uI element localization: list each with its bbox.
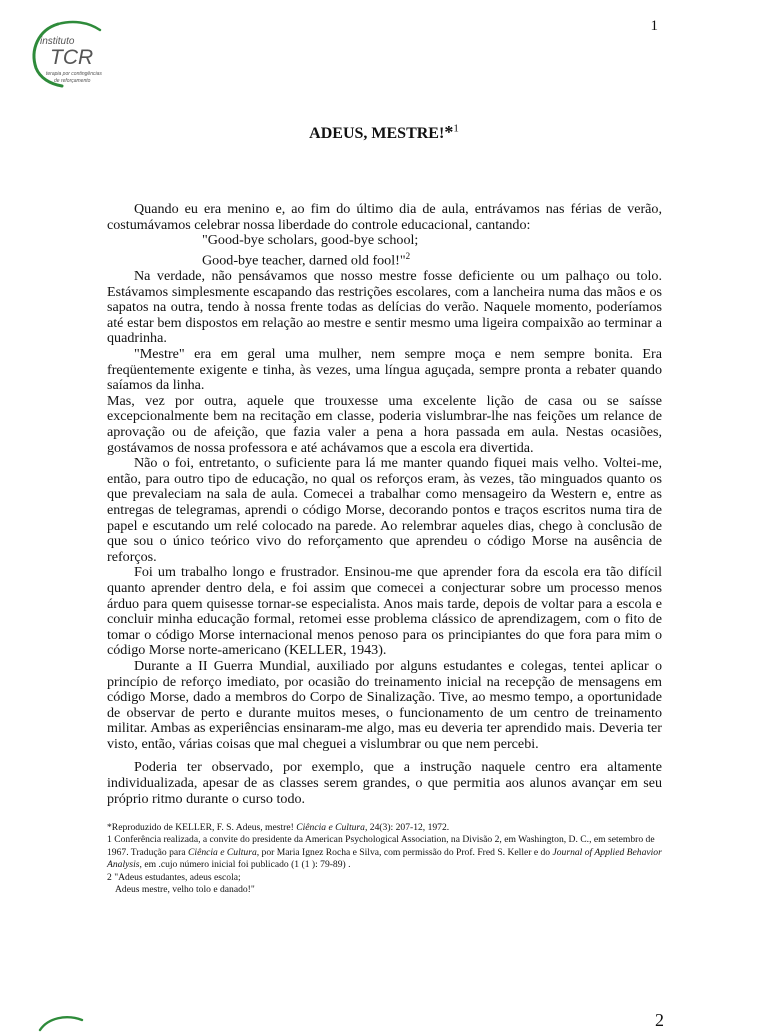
footnote-2-line-2: Adeus mestre, velho tolo e danado!": [115, 884, 255, 896]
footnote-1-journal-2: Journal of Applied Behavior Analysis: [107, 846, 662, 871]
title-star: *: [444, 122, 454, 142]
page-number: 1: [650, 18, 658, 34]
verse-line-2-text: Good-bye teacher, darned old fool!": [202, 252, 406, 269]
verse-line-1: "Good-bye scholars, good-bye school;: [202, 232, 419, 249]
paragraph-8: Poderia ter observado, por exemplo, que a instrução naquele centro era altamente individualizada, apesar de as classes serem grandes, o que permitia aos alunos avançar em seu próprio ritmo durante o curso todo.: [107, 759, 662, 807]
footnote-1-text-a: 1 Conferência realizada, a convite do presidente da American Psychological Association, na Divisão 2, em Washington, D. C., em setembro de 1967. Tradução para: [107, 834, 655, 858]
title-footnote-ref: 1: [453, 122, 459, 135]
logo-tagline1: terapia por contingências: [46, 71, 102, 77]
paragraph-3: "Mestre" era em geral uma mulher, nem sempre moça e nem sempre bonita. Era freqüentemente exigente e tinha, às vezes, uma língua aguçada, sempre pronta a rebater quando saíamos da linha.: [107, 346, 662, 394]
logo-line2: TCR: [50, 46, 94, 69]
title-text: ADEUS, MESTRE!: [309, 125, 445, 142]
paragraph-2: Na verdade, não pensávamos que nosso mestre fosse deficiente ou um palhaço ou tolo. Estávamos simplesmente escapando das restrições escolares, com a lancheira numa das mãos e os sapatos na outra, tendo à nossa frente todas as delícias do verão. Naquele momento, poderíamos até estar bem dispostos em relação ao mestre e sentir mesmo uma ligeira compaixão ao terminar a quadrinha.: [107, 268, 662, 347]
logo-line1: instituto: [40, 36, 75, 47]
document-title: [0, 122, 768, 143]
footnote-star-citation: , 24(3): 207-12, 1972.: [364, 822, 450, 833]
paragraph-4: Mas, vez por outra, aquele que trouxesse uma excelente lição de casa ou se saísse excepcionalmente bem na recitação em classe, poderia vislumbrar-lhe nas feições um relance de aprovação ou de afeição, que fazia valer a pena a hora passada em aula. Nestas ocasiões, gostávamos de nossa professora e até achávamos que a escola era divertida.: [107, 392, 662, 456]
footnotes: [107, 822, 667, 896]
footnote-1-text-c: , em .cujo número inicial foi publicado (1 (1 ): 79-89) .: [139, 859, 351, 871]
instituto-tcr-logo: [28, 20, 123, 90]
verse-footnote-ref: 2: [405, 250, 411, 261]
footnote-1-text-b: , por Maria Ignez Rocha e Silva, com permissão do Prof. Fred S. Keller e do: [256, 846, 553, 858]
paragraph-7: Durante a II Guerra Mundial, auxiliado por alguns estudantes e colegas, tentei aplicar o princípio de reforço imediato, por ocasião do treinamento inicial na recepção de mensagens em código Morse, dado a membros do Corpo de Sinalização. Tive, ao mesmo tempo, a oportunidade de observar de perto e durante muitos meses, o funcionamento de um centro de treinamento militar. Ambas as experiências ensinaram-me algo, mas eu deveria ter aprendido mais. Deveria ter visto, então, várias coisas que mal cheguei a vislumbrar ou que nem percebi.: [107, 657, 662, 752]
footnote-star-text: *Reproduzido de KELLER, F. S. Adeus, mestre!: [107, 822, 297, 833]
paragraph-5: Não o foi, entretanto, o suficiente para lá me manter quando fiquei mais velho. Voltei-me, então, para outro tipo de educação, no qual os reforços eram, às vezes, tão minguados quanto os que prevaleciam na sala de aula. Comecei a trabalhar como mensageiro da Western e, entre as entregas de telegramas, aprendi o código Morse, decorando pontos e traços escritos numa tira de papel e escutando um relé colocado na parede. Ao relembrar aqueles dias, chego à conclusão de que sou o único teórico vivo do reforçamento que aprendeu o código Morse na ausência de reforços.: [107, 455, 662, 565]
footnote-1: [107, 834, 667, 871]
footnote-star-journal: Ciência e Cultura: [296, 822, 365, 833]
document-body: [107, 202, 662, 807]
paragraph-1: Quando eu era menino e, ao fim do último dia de aula, entrávamos nas férias de verão, costumávamos celebrar nossa liberdade do controle educacional, cantando:: [107, 201, 662, 233]
next-page-number: 2: [655, 1010, 664, 1030]
footnote-star: [107, 822, 667, 834]
footnote-2-line-1: 2 "Adeus estudantes, adeus escola;: [107, 871, 241, 883]
logo-tagline2: de reforçamento: [54, 78, 91, 84]
verse-line-2: [107, 249, 662, 269]
paragraph-6: Foi um trabalho longo e frustrador. Ensinou-me que aprender fora da escola era tão difícil quanto aprender dentro dela, e foi assim que comecei a conjecturar sobre um processo menos árduo para quem quisesse tornar-se especialista. Anos mais tarde, depois de voltar para a escola e concluir minha educação formal, retomei esse problema clássico de aprendizagem, com o fito de tomar o código Morse internacional menos penoso para os principiantes do que fora para mim o código Morse norte-americano (KELLER, 1943).: [107, 564, 662, 659]
next-page-logo-fragment: [36, 1012, 86, 1032]
footnote-1-journal-1: Ciência e Cultura: [188, 846, 257, 858]
